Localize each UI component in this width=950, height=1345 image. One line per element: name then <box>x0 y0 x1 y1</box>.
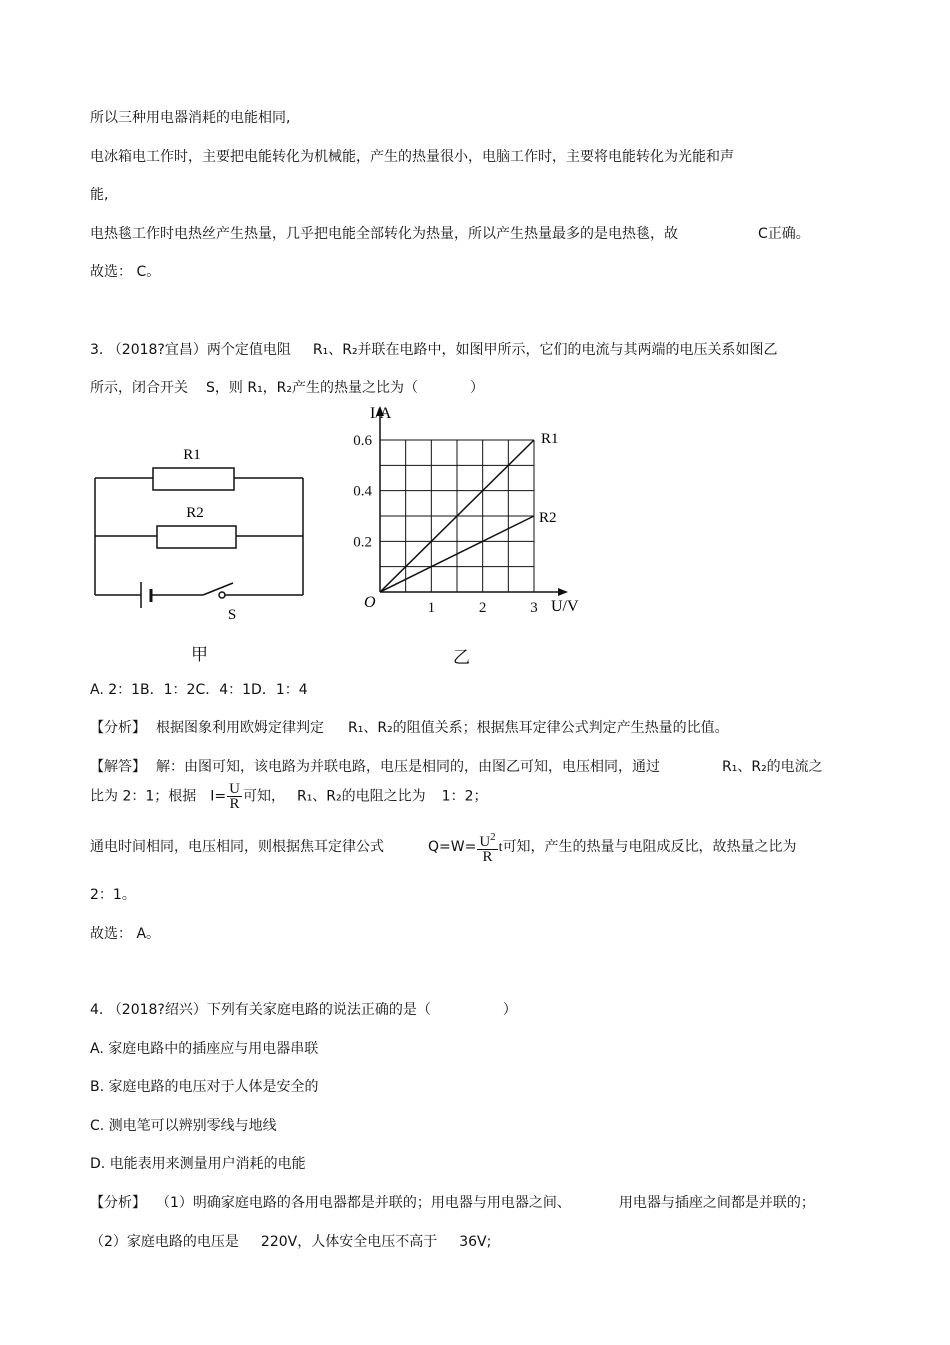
text-segment: R₁、R₂的电流之 <box>722 759 823 775</box>
ohm-law-fraction <box>227 782 242 811</box>
r1-label: R1 <box>183 447 201 463</box>
question-3-stem <box>90 378 484 398</box>
solution-line <box>90 782 487 811</box>
text-segment: R₁、R₂的阻值关系；根据焦耳定律公式判定产生热量的比值。 <box>348 720 729 736</box>
text-segment: 1：2； <box>441 788 488 805</box>
analysis-line <box>90 718 729 738</box>
solution-line <box>90 830 797 864</box>
text-segment: 根据图象利用欧姆定律判定 <box>156 720 324 736</box>
fraction-base: U <box>479 834 491 850</box>
text-line: 电冰箱电工作时，主要把电能转化为机械能，产生的热量很小，电脑工作时，主要将电能转化为光能和声 <box>90 149 734 165</box>
x-axis-arrow-icon <box>558 588 568 596</box>
fraction-numerator <box>477 830 497 850</box>
answer-line: 故选： C。 <box>90 264 161 280</box>
text-segment: （1）明确家庭电路的各用电器都是并联的；用电器与用电器之间、 <box>156 1195 571 1211</box>
resistor-r2 <box>157 526 236 548</box>
question-4-stem <box>90 1000 517 1020</box>
x-tick-label: 3 <box>530 600 538 616</box>
text-segment: Q=W= <box>428 839 477 855</box>
answer-line: 故选： A。 <box>90 926 161 942</box>
solution-line: 2：1。 <box>90 887 136 903</box>
switch-blade <box>203 583 233 595</box>
circuit-diagram <box>85 435 320 630</box>
fraction-numerator: U <box>229 781 240 797</box>
text-segment: 4. （2018?绍兴）下列有关家庭电路的说法正确的是（ <box>90 1002 431 1018</box>
text-segment: I= <box>210 788 227 805</box>
y-tick-label: 0.2 <box>353 534 372 551</box>
figure-caption-jia: 甲 <box>191 645 208 665</box>
text-segment: S，则 R₁，R₂产生的热量之比为（ <box>206 380 419 396</box>
text-segment: C正确。 <box>758 226 810 242</box>
text-line <box>90 224 810 244</box>
text-segment: 用电器与插座之间都是并联的； <box>618 1195 815 1211</box>
resistor-r1 <box>153 468 234 490</box>
text-segment: 可知， <box>242 788 285 805</box>
r1-line-label: R1 <box>541 431 559 447</box>
option-c: C. 测电笔可以辨别零线与地线 <box>90 1118 277 1134</box>
fraction-denominator: R <box>229 796 240 812</box>
switch-label: S <box>227 607 237 623</box>
solution-line <box>90 757 823 777</box>
joule-law-fraction <box>477 830 497 864</box>
r2-line-label: R2 <box>539 510 557 526</box>
text-line: 能, <box>90 187 109 203</box>
text-segment: 电热毯工作时电热丝产生热量，几乎把电能全部转化为热量，所以产生热量最多的是电热毯，故 <box>90 226 678 242</box>
y-tick-label: 0.4 <box>353 483 372 500</box>
analysis-tag: 【分析】 <box>90 720 146 736</box>
text-segment: 220V，人体安全电压不高于 <box>260 1234 438 1250</box>
analysis-line <box>90 1193 815 1213</box>
options-line: A. 2：1B．1：2C．4：1D．1：4 <box>90 682 308 698</box>
text-segment: （2）家庭电路的电压是 <box>90 1234 239 1250</box>
text-segment: 通电时间相同，电压相同，则根据焦耳定律公式 <box>90 839 384 855</box>
fraction-exponent: 2 <box>490 831 496 843</box>
analysis-line <box>90 1232 491 1252</box>
x-tick-label: 2 <box>478 600 487 616</box>
text-segment: 36V; <box>459 1234 492 1250</box>
text-segment: 3. （2018?宜昌）两个定值电阻 <box>90 342 291 358</box>
text-segment: ） <box>502 1002 517 1018</box>
x-axis-label: U/V <box>551 598 579 615</box>
x-tick-label: 1 <box>427 600 436 616</box>
text-segment: ） <box>470 380 485 396</box>
question-3-stem <box>90 340 778 360</box>
y-axis-label: I/A <box>370 405 392 422</box>
fraction-denominator: R <box>482 849 493 865</box>
text-segment: 解：由图可知，该电路为并联电路，电压是相同的，由图乙可知，电压相同，通过 <box>156 759 660 775</box>
option-b: B. 家庭电路的电压对于人体是安全的 <box>90 1079 319 1095</box>
option-a: A. 家庭电路中的插座应与用电器串联 <box>90 1041 319 1057</box>
iu-graph <box>330 400 595 625</box>
r2-label: R2 <box>186 505 204 521</box>
figure-caption-yi: 乙 <box>453 648 470 668</box>
text-segment: R₁、R₂并联在电路中，如图甲所示，它们的电流与其两端的电压关系如图乙 <box>312 342 778 358</box>
text-segment: 比为 2：1；根据 <box>90 788 197 805</box>
text-segment: 所示，闭合开关 <box>90 380 188 396</box>
text-segment: t <box>498 840 503 855</box>
answer-tag: 【解答】 <box>90 759 146 775</box>
option-d: D. 电能表用来测量用户消耗的电能 <box>90 1156 306 1172</box>
text-segment: 可知，产生的热量与电阻成反比，故热量之比为 <box>502 839 797 855</box>
text-line: 所以三种用电器消耗的电能相同, <box>90 110 291 126</box>
text-segment: R₁、R₂的电阻之比为 <box>296 788 426 805</box>
switch-contact <box>219 592 225 598</box>
analysis-tag: 【分析】 <box>90 1195 146 1211</box>
origin-label: O <box>364 594 376 611</box>
y-tick-label: 0.6 <box>353 433 372 449</box>
